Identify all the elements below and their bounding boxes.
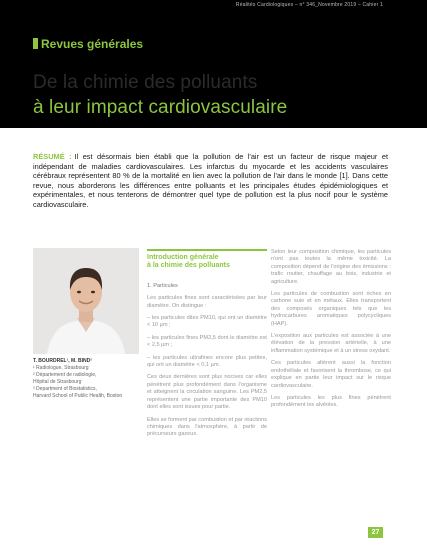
affiliation-line: ¹ Radiologue, Strasbourg [33, 365, 89, 371]
body-paragraph: Les particules de combustion sont riches en carbone suie et en métaux. Elles transportent des composés organiques tels que les hydrocarbures aromatiques polycycliques (HAP). [271, 291, 391, 327]
abstract-text: Il est désormais bien établi que la pollution de l'air est un facteur de risque majeur et indépendant de maladies cardiovasculaires. Les infarctus du myocarde et les accidents vasculaires cérébraux représentent 80 % de la mortalité en lien avec la pollution de l'air dans le monde [1]. Dans cette revue, nous aborderons les différences entre polluants et les principales études épidémiologiques et expérimentales, et nous tenterons de démontrer quel type de pollution est la plus nocif pour le système cardiovasculaire. [33, 152, 388, 209]
affiliation-line: Harvard School of Public Health, Boston [33, 393, 123, 399]
intro-heading-line1: Introduction générale [147, 254, 219, 261]
body-paragraph: Les particules les plus fines pénètrent profondément les alvéoles. [271, 394, 391, 409]
body-paragraph: Ces deux dernières sont plus nocives car elles pénètrent plus profondément dans l'organisme et atteignent la circulation sanguine. Les PM2,5 représentent une partie importante des PM10 dont elles sont issues pour partie. [147, 374, 267, 411]
body-paragraph: – les particules fines PM2,5 dont le diamètre est < 2,5 µm ; [147, 334, 267, 349]
section-marker [33, 38, 38, 49]
body-paragraph: L'exposition aux particules est associée à une élévation de la pression artérielle, à une inflammation systémique et à un stress oxydant. [271, 333, 391, 354]
abstract [33, 152, 388, 210]
page-number: 27 [368, 527, 383, 538]
abstract-label: RÉSUMÉ : [33, 152, 72, 161]
affiliation-line: ² Département de radiologie, [33, 372, 97, 378]
running-head: Réalités Cardiologiques – n° 346_Novembre 2019 – Cahier 1 [235, 2, 383, 8]
affiliation-line: ³ Department of Biostatistics, [33, 386, 97, 392]
author-affiliations [33, 358, 122, 400]
intro-box [147, 249, 267, 271]
body-paragraph: – les particules dites PM10, qui ont un diamètre < 10 µm ; [147, 315, 267, 329]
body-paragraph: Selon leur composition chimique, les particules n'ont pas toutes la même toxicité. La composition dépend de l'origine des émissions : trafic routier, chauffage au bois, industrie et agriculture. [271, 249, 391, 285]
subsection-heading: 1. Particules [147, 282, 178, 289]
body-paragraph: Ces particules altèrent aussi la fonction endothéliale et favorisent la thrombose, ce qui explique en partie leur impact sur le risque cardiovasculaire. [271, 360, 391, 389]
body-paragraph: Elles se forment par combustion et par réactions chimiques dans l'atmosphère, à partir de précurseurs gazeux. [147, 416, 268, 438]
intro-heading-line2: à la chimie des polluants [147, 262, 230, 270]
top-bar [0, 0, 427, 13]
article-title-line1: De la chimie des polluants [33, 72, 258, 93]
affiliation-line: Hôpital de Strasbourg [33, 379, 82, 385]
body-paragraph: – les particules ultrafines encore plus petites, qui ont un diamètre < 0,1 µm. [147, 354, 267, 369]
section-label: Revues générales [41, 37, 144, 51]
body-paragraph: Les particules fines sont caractérisées par leur diamètre. On distingue : [147, 295, 267, 309]
author-photo [33, 248, 139, 354]
body-column-1 [147, 249, 267, 444]
author-names: T. BOURDREL¹, M. BIND² [33, 358, 92, 364]
body-column-2 [271, 249, 391, 415]
article-title-line2: à leur impact cardiovasculaire [33, 97, 288, 118]
